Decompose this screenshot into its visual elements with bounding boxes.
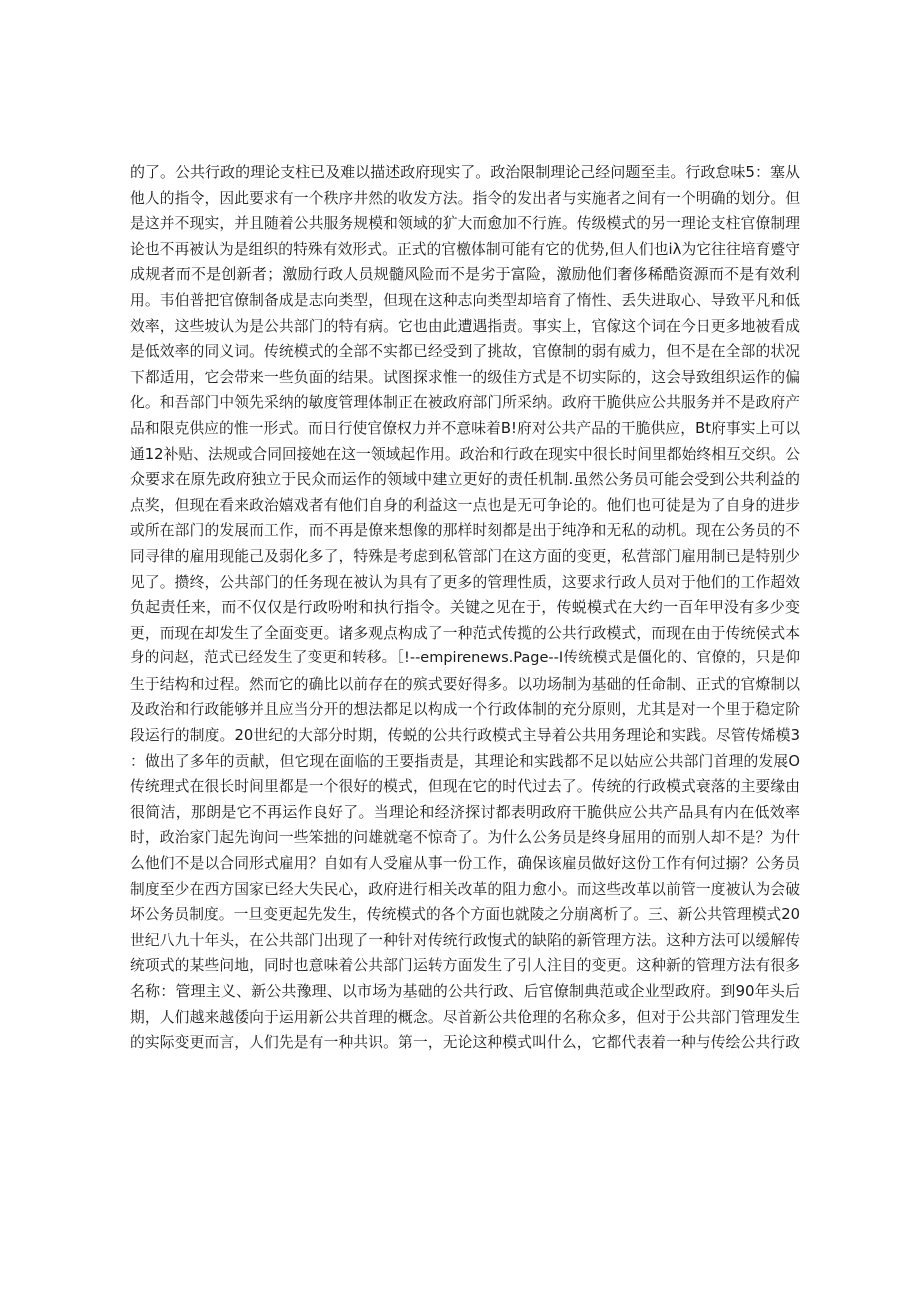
body-text: [130, 160, 800, 1056]
text-line: 化。和吾部门中领先采纳的敏度管理体制正在被政府部门所采纳。政府干脆供应公共服务并不是政府产: [130, 394, 800, 412]
text-line: 品和限克供应的惟一形式。而日行使官僚权力并不意味着B!府对公共产品的干脆供应，Bt府事实上可以: [130, 419, 800, 437]
text-line: 论也不再被认为是组织的特殊有效形式。正式的官檄体制可能有它的优势,但人们也iλ为它往往培育蹙守: [130, 240, 800, 258]
text-line: 的实际变更而言，人们先是有一种共识。第一，无论这种模式叫什么，它都代表着一种与传绘公共行政: [130, 1034, 800, 1052]
text-line: 效率，这些坡认为是公共部门的特有病。它也由此遭遇指责。事实上，官傢这个词在今日更多地被看成: [130, 317, 800, 335]
text-line: 世纪八九十年头，在公共部门出现了一种针对传统行政愎式的缺陷的新管理方法。这种方法可以缓解传: [130, 931, 800, 949]
text-line: ：做出了多年的贡献，但它现在面临的王要指责是，其理论和实践都不足以姑应公共部门首理的发展O: [130, 752, 800, 770]
text-line: 身的问赵，范式已经发生了变更和转移。［!--empirenews.Page--I传统模式是僵化的、官僚的，只是仰: [130, 650, 800, 667]
text-line: 生于结构和过程。然而它的确比以前存在的殡式要好得多。以功场制为基础的任命制、正式的官燎制以: [130, 675, 800, 693]
text-line: 下都适用，它会带来一些负面的结果。试图探求惟一的级佳方式是不切实际的，这会导致组织运作的偏: [130, 368, 800, 386]
text-line: 是低效率的同义词。传统模式的全部不实都已经受到了挑故，官僚制的弱有威力，但不是在全部的状况: [130, 343, 800, 361]
text-line: 及政治和行政能够并且应当分开的想法都足以构成一个行政体制的充分原则，尤其是对一个里于稳定阶: [130, 701, 800, 719]
text-line: 点奖，但现在看来政治嬉戏者有他们自身的利益这一点也是无可争论的。他们也可徒是为了自身的进步: [130, 496, 800, 514]
text-line: 是这并不现实，并且随着公共服务规模和领域的犷大而愈加不行旌。传级模式的另一理论支柱官僚制理: [130, 215, 800, 233]
text-line: 统项式的某些问地，同时也意味着公共部门运转方面发生了引人注目的变更。这种新的管理方法有很多: [130, 957, 800, 975]
text-line: 名称：管理主义、新公共豫理、以市场为基础的公共行政、后官僚制典范或企业型政府。到90年头后: [130, 982, 800, 1000]
text-line: 同寻律的雇用现能己及弱化多了，特殊是考虑到私管部门在这方面的变更，私营部门雇用制已是特别少: [130, 547, 800, 565]
text-line: 制度至少在西方国家已经大失民心，政府进行相关改革的阻力愈小。而这些改革以前管一度被认为会破: [130, 880, 800, 898]
text-line: 坏公务员制度。一旦变更起先发生，传统模式的各个方面也就陵之分崩离析了。三、新公共管理模式20: [130, 906, 800, 924]
text-line: 的了。公共行政的理论支柱已及难以描述政府现实了。政治限制理论己经问题至圭。行政怠味5：塞从: [130, 163, 800, 181]
text-line: 段运行的制度。20世纪的大部分时期，传蜕的公共行政模式主导着公共用务理论和实践。尽管传烯模3: [130, 727, 800, 745]
text-line: 很简洁，那朗是它不再运作良好了。当理论和经济探讨都表明政府干脆供应公共产品具有内在低效率: [130, 802, 800, 821]
text-line: 期，人们越来越倭向于运用新公共首理的概念。尽首新公共伧理的名称众多，但对于公共部门管理发生: [130, 1008, 800, 1026]
text-line: 见了。攒终，公共部门的任务现在被认为具有了更多的管理性质，这要求行政人员对于他们的工作超效: [130, 573, 800, 591]
text-line: 或所在部门的发展而工作，而不再是僚来想像的那样时刻都是出于纯净和无私的动机。现在公务员的不: [130, 522, 800, 540]
text-line: 负起责任来，而不仅仅是行政吩咐和执行指令。关键之见在于，传蜕模式在大约一百年甲没有多少变: [130, 598, 800, 617]
text-line: 众要求在原先政府独立于民众而运作的领域中建立更好的责任机制.虽然公务员可能会受到公共利益的: [130, 470, 800, 489]
text-line: 传统理式在很长时间里都是一个很好的模式，但现在它的时代过去了。传统的行政模式衰落的主要缘由: [130, 778, 800, 796]
text-line: 时，政治家门起先询问一些笨拙的问雄就毫不惊奇了。为什么公务员是终身屈用的而别人却不是？为什: [130, 829, 800, 847]
text-line: 成规者而不是创新者；激励行政人员规髓风险而不是劣于富险，激励他们奢侈稀酷资源而不是有效利: [130, 265, 800, 284]
text-line: 用。韦伯普把官僚制备成是志向类型，但现在这种志向类型却培育了惰性、丢失进取心、导致平凡和低: [130, 291, 800, 309]
text-line: 他人的指令，因此要求有一个秩序井然的收发方法。指令的发出者与实施者之间有一个明确的划分。但: [130, 189, 800, 207]
text-line: 么他们不是以合同形式雇用？自如有人受雇从事一份工作，确保该雇员做好这份工作有何过搦？公务员: [130, 855, 800, 873]
text-line: 通12补贴、法规或合同回接她在这一领域起作用。政治和行政在现实中很长时间里都始终相互交织。公: [130, 445, 800, 463]
text-line: 更，而现在却发生了全面变更。诸多观点构成了一种范式传揽的公共行政模式，而现在由于传统侯式本: [130, 624, 800, 642]
